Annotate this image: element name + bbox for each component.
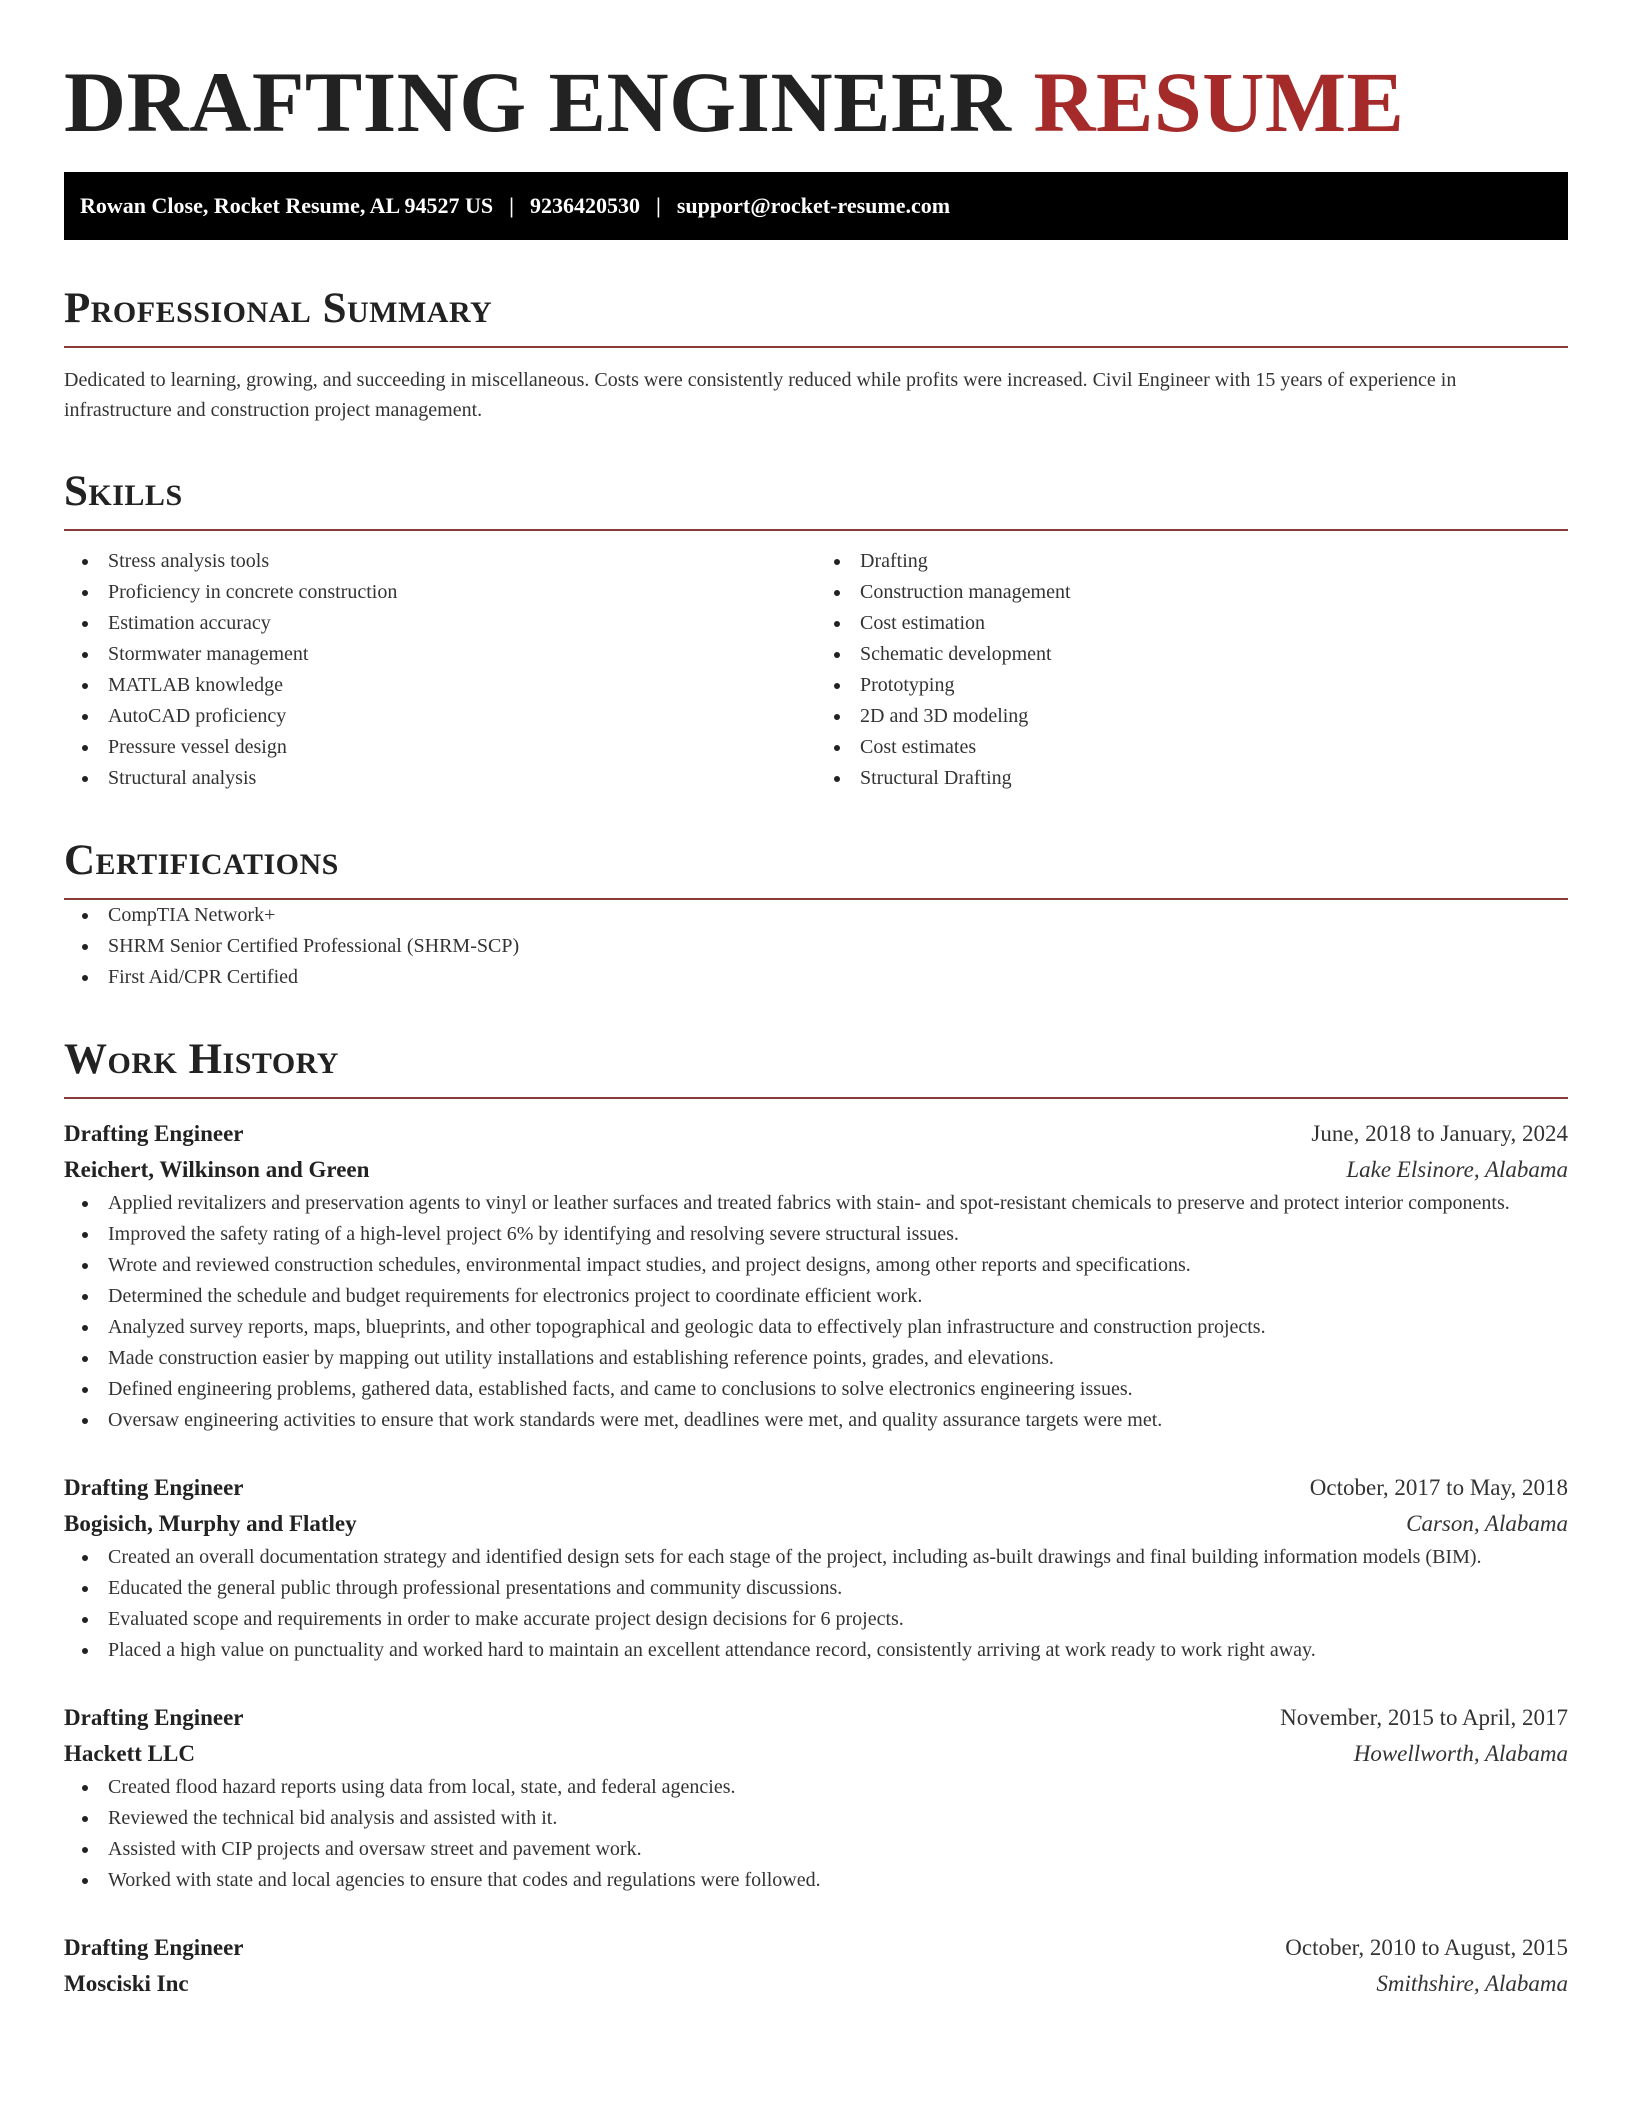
skills-section xyxy=(64,467,1568,794)
job-dates: November, 2015 to April, 2017 xyxy=(1280,1705,1568,1730)
job-dates: October, 2017 to May, 2018 xyxy=(1309,1475,1568,1500)
job-entry xyxy=(64,1930,1568,2002)
job-entry xyxy=(64,1700,1568,1896)
job-duty-item: Worked with state and local agencies to ensure that codes and regulations were followed. xyxy=(64,1865,1568,1896)
summary-text: Dedicated to learning, growing, and succeeding in miscellaneous. Costs were consistently reduced while profits were increased. Civil Engineer with 15 years of experience in infrastructure and construction project management. xyxy=(64,369,1457,421)
job-location: Lake Elsinore, Alabama xyxy=(1346,1157,1568,1182)
job-duty-item: Determined the schedule and budget requirements for electronics project to coordinate efficient work. xyxy=(64,1281,1568,1312)
skill-item: Estimation accuracy xyxy=(64,608,816,639)
job-company: Bogisich, Murphy and Flatley xyxy=(64,1511,357,1536)
skill-item: Cost estimation xyxy=(816,608,1568,639)
skill-item: 2D and 3D modeling xyxy=(816,701,1568,732)
job-duty-item: Wrote and reviewed construction schedules, environmental impact studies, and project designs, among other reports and specifications. xyxy=(64,1250,1568,1281)
job-title: Drafting Engineer xyxy=(64,1935,244,1960)
job-duty-item: Placed a high value on punctuality and worked hard to maintain an excellent attendance record, consistently arriving at work ready to work right away. xyxy=(64,1635,1568,1666)
certifications-section xyxy=(64,836,1568,993)
work-history-heading: Work History xyxy=(64,1035,1568,1099)
job-dates: October, 2010 to August, 2015 xyxy=(1285,1935,1568,1960)
job-duty-item: Analyzed survey reports, maps, blueprints, and other topographical and geologic data to effectively plan infrastructure and construction projects. xyxy=(64,1312,1568,1343)
job-title-row xyxy=(64,1470,1568,1506)
job-title-row xyxy=(64,1700,1568,1736)
title-accent: RESUME xyxy=(1033,54,1405,150)
skill-item: Stormwater management xyxy=(64,639,816,670)
contact-address: Rowan Close, Rocket Resume, AL 94527 US xyxy=(80,193,494,218)
job-company-row xyxy=(64,1506,1568,1542)
job-duty-item: Made construction easier by mapping out utility installations and establishing reference points, grades, and elevations. xyxy=(64,1343,1568,1374)
job-company-row xyxy=(64,1152,1568,1188)
contact-separator: | xyxy=(509,193,514,218)
job-duties-list xyxy=(64,1188,1568,1436)
skills-heading: Skills xyxy=(64,467,1568,531)
skill-item: Proficiency in concrete construction xyxy=(64,577,816,608)
skill-item: Pressure vessel design xyxy=(64,732,816,763)
skill-item: Schematic development xyxy=(816,639,1568,670)
job-dates: June, 2018 to January, 2024 xyxy=(1311,1121,1568,1146)
job-duty-item: Oversaw engineering activities to ensure that work standards were met, deadlines were met, and quality assurance targets were met. xyxy=(64,1405,1568,1436)
contact-email[interactable]: support@rocket-resume.com xyxy=(676,193,951,218)
skill-item: MATLAB knowledge xyxy=(64,670,816,701)
title-main: DRAFTING ENGINEER xyxy=(64,54,1012,150)
jobs-container xyxy=(64,1116,1568,2002)
job-title: Drafting Engineer xyxy=(64,1475,244,1500)
skill-item: Cost estimates xyxy=(816,732,1568,763)
contact-phone: 9236420530 xyxy=(529,193,640,218)
work-history-section xyxy=(64,1035,1568,2002)
job-duty-item: Defined engineering problems, gathered data, established facts, and came to conclusions to solve electronics engineering issues. xyxy=(64,1374,1568,1405)
job-company: Mosciski Inc xyxy=(64,1971,189,1996)
skill-item: Stress analysis tools xyxy=(64,546,816,577)
job-location: Carson, Alabama xyxy=(1406,1511,1568,1536)
job-title-row xyxy=(64,1930,1568,1966)
job-company: Hackett LLC xyxy=(64,1741,195,1766)
job-duty-item: Improved the safety rating of a high-level project 6% by identifying and resolving severe structural issues. xyxy=(64,1219,1568,1250)
resume-title xyxy=(64,52,1568,152)
job-duty-item: Reviewed the technical bid analysis and assisted with it. xyxy=(64,1803,1568,1834)
certification-item: CompTIA Network+ xyxy=(64,900,1568,931)
job-location: Smithshire, Alabama xyxy=(1376,1971,1568,1996)
job-duty-item: Assisted with CIP projects and oversaw street and pavement work. xyxy=(64,1834,1568,1865)
certification-item: SHRM Senior Certified Professional (SHRM-SCP) xyxy=(64,931,1568,962)
job-company: Reichert, Wilkinson and Green xyxy=(64,1157,370,1182)
summary-section xyxy=(64,284,1568,425)
skills-left-list xyxy=(64,546,816,794)
certifications-list xyxy=(64,900,1568,993)
contact-separator: | xyxy=(655,193,661,218)
skill-item: Construction management xyxy=(816,577,1568,608)
job-location: Howellworth, Alabama xyxy=(1353,1741,1568,1766)
job-title: Drafting Engineer xyxy=(64,1121,244,1146)
contact-bar xyxy=(64,172,1568,240)
skill-item: Structural Drafting xyxy=(816,763,1568,794)
skill-item: Prototyping xyxy=(816,670,1568,701)
job-company-row xyxy=(64,1736,1568,1772)
job-duty-item: Created an overall documentation strategy and identified design sets for each stage of the project, including as-built drawings and final building information models (BIM). xyxy=(64,1542,1568,1573)
summary-heading: Professional Summary xyxy=(64,284,1568,348)
job-duty-item: Evaluated scope and requirements in order to make accurate project design decisions for 6 projects. xyxy=(64,1604,1568,1635)
job-title: Drafting Engineer xyxy=(64,1705,244,1730)
skill-item: Structural analysis xyxy=(64,763,816,794)
job-duty-item: Educated the general public through professional presentations and community discussions. xyxy=(64,1573,1568,1604)
job-title-row xyxy=(64,1116,1568,1152)
certification-item: First Aid/CPR Certified xyxy=(64,962,1568,993)
job-duties-list xyxy=(64,1542,1568,1666)
skills-grid xyxy=(64,546,1568,794)
job-entry xyxy=(64,1116,1568,1436)
job-company-row xyxy=(64,1966,1568,2002)
skill-item: AutoCAD proficiency xyxy=(64,701,816,732)
skills-right-list xyxy=(816,546,1568,794)
job-duty-item: Created flood hazard reports using data from local, state, and federal agencies. xyxy=(64,1772,1568,1803)
job-entry xyxy=(64,1470,1568,1666)
job-duties-list xyxy=(64,1772,1568,1896)
job-duty-item: Applied revitalizers and preservation agents to vinyl or leather surfaces and treated fabrics with stain- and spot-resistant chemicals to preserve and protect interior components. xyxy=(64,1188,1568,1219)
skill-item: Drafting xyxy=(816,546,1568,577)
certifications-heading: Certifications xyxy=(64,836,1568,900)
